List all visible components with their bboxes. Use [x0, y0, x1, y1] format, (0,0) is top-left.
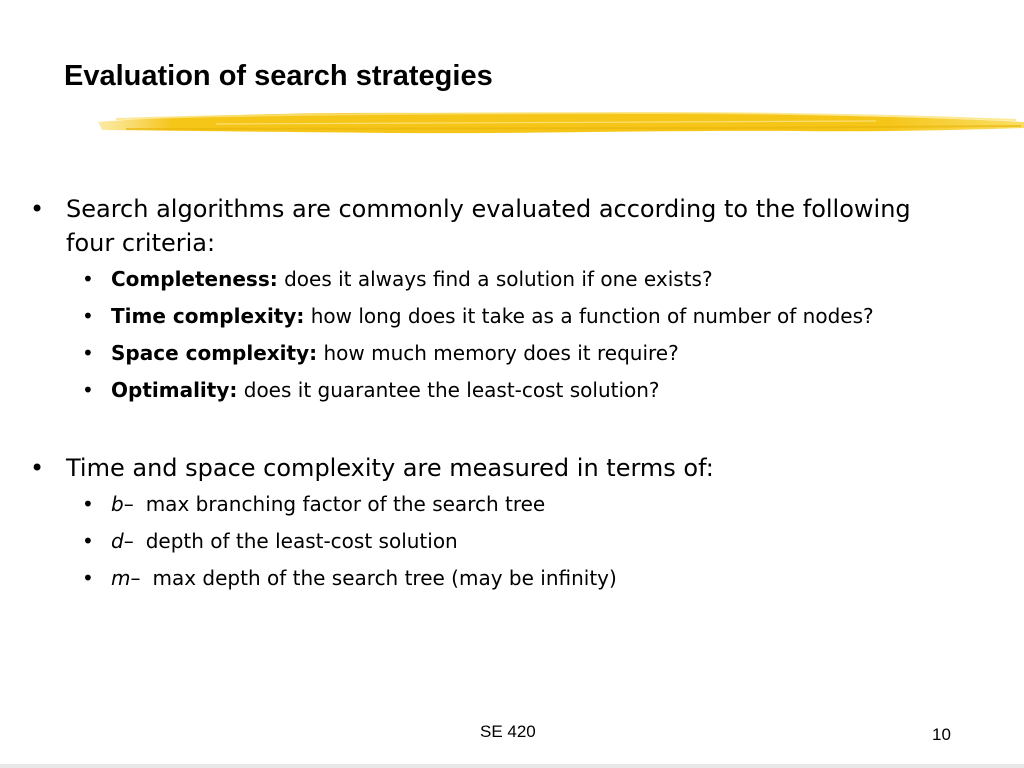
sub-bullet-text	[111, 527, 458, 555]
bullet-text: Time and space complexity are measured in terms of:	[66, 454, 714, 482]
footer-course-label: SE 420	[480, 722, 536, 741]
term-description: does it guarantee the least-cost solution?	[237, 378, 660, 402]
slide-title: Evaluation of search strategies	[64, 60, 493, 92]
term-label: Space complexity:	[111, 341, 318, 365]
term-description: does it always find a solution if one exists?	[277, 267, 713, 291]
bullet-evaluation-criteria	[30, 192, 966, 260]
bullet-glyph: •	[30, 454, 45, 482]
title-highlight-stroke	[96, 104, 1024, 144]
sub-bullet-text	[111, 376, 660, 404]
term-label: Time complexity:	[111, 304, 305, 328]
symbol-description: max branching factor of the search tree	[145, 492, 546, 516]
sub-bullet-text	[111, 339, 679, 367]
symbol-label: m	[111, 566, 131, 590]
sub-bullet-text	[111, 490, 545, 518]
term-label: Completeness:	[111, 267, 278, 291]
dash-separator: –	[123, 492, 134, 516]
bullet-glyph: •	[82, 267, 94, 291]
term-label: Optimality:	[111, 378, 238, 402]
sub-bullet-space-complexity	[82, 339, 679, 367]
term-description: how long does it take as a function of number of nodes?	[304, 304, 874, 328]
bullet-glyph: •	[82, 566, 94, 590]
sub-bullet-completeness	[82, 265, 713, 293]
bullet-glyph: •	[82, 529, 94, 553]
page-number: 10	[932, 725, 951, 744]
sub-bullet-text	[111, 564, 617, 592]
symbol-description: max depth of the search tree (may be infinity)	[152, 566, 617, 590]
bullet-complexity-terms	[30, 451, 966, 485]
sub-bullet-text	[111, 265, 713, 293]
bullet-text: Search algorithms are commonly evaluated according to the following four criteria:	[66, 195, 911, 257]
dash-separator: –	[130, 566, 141, 590]
symbol-label: b	[111, 492, 124, 516]
dash-separator: –	[123, 529, 134, 553]
symbol-description: depth of the least-cost solution	[145, 529, 458, 553]
bullet-glyph: •	[82, 341, 94, 365]
sub-bullet-solution-depth	[82, 527, 458, 555]
bullet-glyph: •	[82, 492, 94, 516]
bullet-glyph: •	[82, 304, 94, 328]
sub-bullet-optimality	[82, 376, 660, 404]
bullet-glyph: •	[30, 195, 45, 223]
sub-bullet-branching-factor	[82, 490, 545, 518]
sub-bullet-text	[111, 302, 874, 330]
bullet-glyph: •	[82, 378, 94, 402]
bottom-divider	[0, 764, 1024, 768]
term-description: how much memory does it require?	[317, 341, 679, 365]
symbol-label: d	[111, 529, 124, 553]
sub-bullet-time-complexity	[82, 302, 874, 330]
sub-bullet-max-depth	[82, 564, 617, 592]
